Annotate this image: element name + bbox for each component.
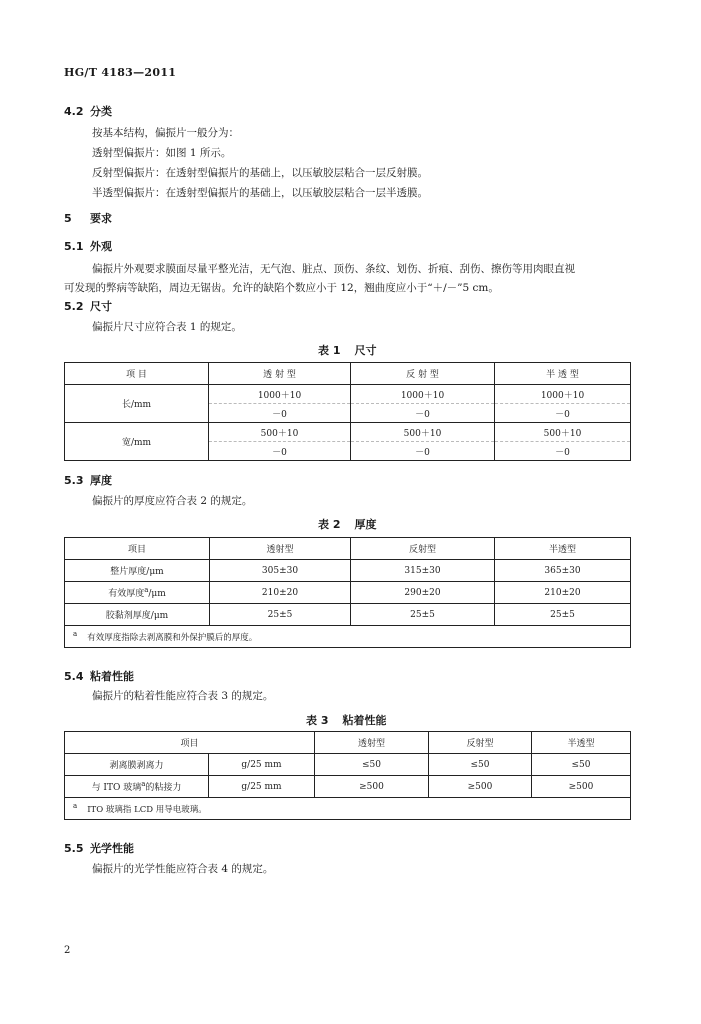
table-2-header-item: 项目 <box>65 538 210 560</box>
table-cell: 25±5 <box>351 604 495 626</box>
table-row <box>65 385 631 404</box>
section-5-4-text: 偏振片的粘着性能应符合表 3 的规定。 <box>92 690 274 702</box>
standard-code-header: HG/T 4183—2011 <box>64 66 177 79</box>
table-1-header-transflective: 半 透 型 <box>495 363 631 385</box>
section-5-4-heading: 5.4 粘着性能 <box>64 670 134 683</box>
table-cell: ≥500 <box>532 776 631 798</box>
table-2-note-row <box>65 626 631 648</box>
section-4-2-line-1: 按基本结构，偏振片一般分为： <box>92 127 239 139</box>
table-3-note-row <box>65 798 631 820</box>
table-1-header-reflective: 反 射 型 <box>351 363 495 385</box>
table-cell: 305±30 <box>210 560 351 582</box>
table-2-row-label: 整片厚度/μm <box>65 560 210 582</box>
table-3-row-unit: g/25 mm <box>209 754 315 776</box>
table-cell: 1000＋10 <box>209 385 351 404</box>
table-3-header-transmissive: 透射型 <box>315 732 429 754</box>
table-2-row-label: 胶黏剂厚度/μm <box>65 604 210 626</box>
table-1-header-item: 项 目 <box>65 363 209 385</box>
section-4-2-line-2: 透射型偏振片：如图 1 所示。 <box>92 147 232 159</box>
section-5-1-heading: 5.1 外观 <box>64 240 112 253</box>
table-cell: ≥500 <box>315 776 429 798</box>
table-row <box>65 560 631 582</box>
table-1-header-transmissive: 透 射 型 <box>209 363 351 385</box>
section-5-2-text: 偏振片尺寸应符合表 1 的规定。 <box>92 321 242 333</box>
section-5-2-heading: 5.2 尺寸 <box>64 300 112 313</box>
section-4-2-heading: 4.2 分类 <box>64 105 112 118</box>
section-5-1-line-1: 偏振片外观要求膜面尽量平整光洁，无气泡、脏点、顶伤、条纹、划伤、折痕、刮伤、擦伤等用肉眼直视 <box>92 263 575 275</box>
section-5-5-heading: 5.5 光学性能 <box>64 842 134 855</box>
table-2-thickness <box>64 537 631 648</box>
table-cell: 315±30 <box>351 560 495 582</box>
section-5-3-heading: 5.3 厚度 <box>64 474 112 487</box>
table-3-row-label: 剥离膜剥离力 <box>65 754 209 776</box>
table-3-adhesion <box>64 731 631 820</box>
section-5-3-text: 偏振片的厚度应符合表 2 的规定。 <box>92 495 253 507</box>
table-3-footnote: $^a$ ITO 玻璃指 LCD 用导电玻璃。 <box>65 798 631 820</box>
table-row <box>65 754 631 776</box>
table-1-length-label: 长/mm <box>65 385 209 423</box>
table-1-caption: 表 1 尺寸 <box>318 344 377 357</box>
table-2-header-reflective: 反射型 <box>351 538 495 560</box>
section-5-1-line-2: 可发现的弊病等缺陷，周边无锯齿。允许的缺陷个数应小于 12，翘曲度应小于“＋/－”5 cm。 <box>64 282 499 294</box>
table-cell: ≤50 <box>315 754 429 776</box>
table-cell: 290±20 <box>351 582 495 604</box>
table-cell: 500＋10 <box>495 423 631 442</box>
table-3-header-row <box>65 732 631 754</box>
table-3-row-label: 与 ITO 玻璃$^a$的粘接力 <box>65 776 209 798</box>
section-4-2-line-3: 反射型偏振片：在透射型偏振片的基础上，以压敏胶层粘合一层反射膜。 <box>92 167 428 179</box>
table-cell: 1000＋10 <box>495 385 631 404</box>
table-1-width-label: 宽/mm <box>65 423 209 461</box>
table-2-caption: 表 2 厚度 <box>318 518 377 531</box>
table-3-header-reflective: 反射型 <box>429 732 532 754</box>
table-cell: －0 <box>351 404 495 423</box>
table-2-header-transflective: 半透型 <box>495 538 631 560</box>
table-cell: 1000＋10 <box>351 385 495 404</box>
table-cell: ≤50 <box>532 754 631 776</box>
table-cell: ≥500 <box>429 776 532 798</box>
table-cell: 25±5 <box>495 604 631 626</box>
table-cell: ≤50 <box>429 754 532 776</box>
table-row <box>65 423 631 442</box>
table-cell: －0 <box>495 404 631 423</box>
table-cell: 500＋10 <box>351 423 495 442</box>
section-5-5-text: 偏振片的光学性能应符合表 4 的规定。 <box>92 863 274 875</box>
table-2-header-row <box>65 538 631 560</box>
table-2-header-transmissive: 透射型 <box>210 538 351 560</box>
table-2-footnote: $^a$ 有效厚度指除去剥离膜和外保护膜后的厚度。 <box>65 626 631 648</box>
table-1-size <box>64 362 631 461</box>
table-cell: 365±30 <box>495 560 631 582</box>
table-3-header-item: 项目 <box>65 732 315 754</box>
table-cell: －0 <box>351 442 495 461</box>
section-5-heading: 5 要求 <box>64 212 112 225</box>
table-cell: －0 <box>495 442 631 461</box>
table-3-caption: 表 3 粘着性能 <box>306 714 387 727</box>
table-3-row-unit: g/25 mm <box>209 776 315 798</box>
section-4-2-line-4: 半透型偏振片：在透射型偏振片的基础上，以压敏胶层粘合一层半透膜。 <box>92 187 428 199</box>
table-cell: －0 <box>209 442 351 461</box>
table-row <box>65 604 631 626</box>
table-cell: 500＋10 <box>209 423 351 442</box>
table-2-row-label: 有效厚度$^a$/μm <box>65 582 210 604</box>
table-cell: 210±20 <box>210 582 351 604</box>
table-cell: －0 <box>209 404 351 423</box>
table-cell: 210±20 <box>495 582 631 604</box>
table-row <box>65 582 631 604</box>
table-row <box>65 776 631 798</box>
table-1-header-row <box>65 363 631 385</box>
page-number: 2 <box>64 945 71 956</box>
table-3-header-transflective: 半透型 <box>532 732 631 754</box>
table-cell: 25±5 <box>210 604 351 626</box>
